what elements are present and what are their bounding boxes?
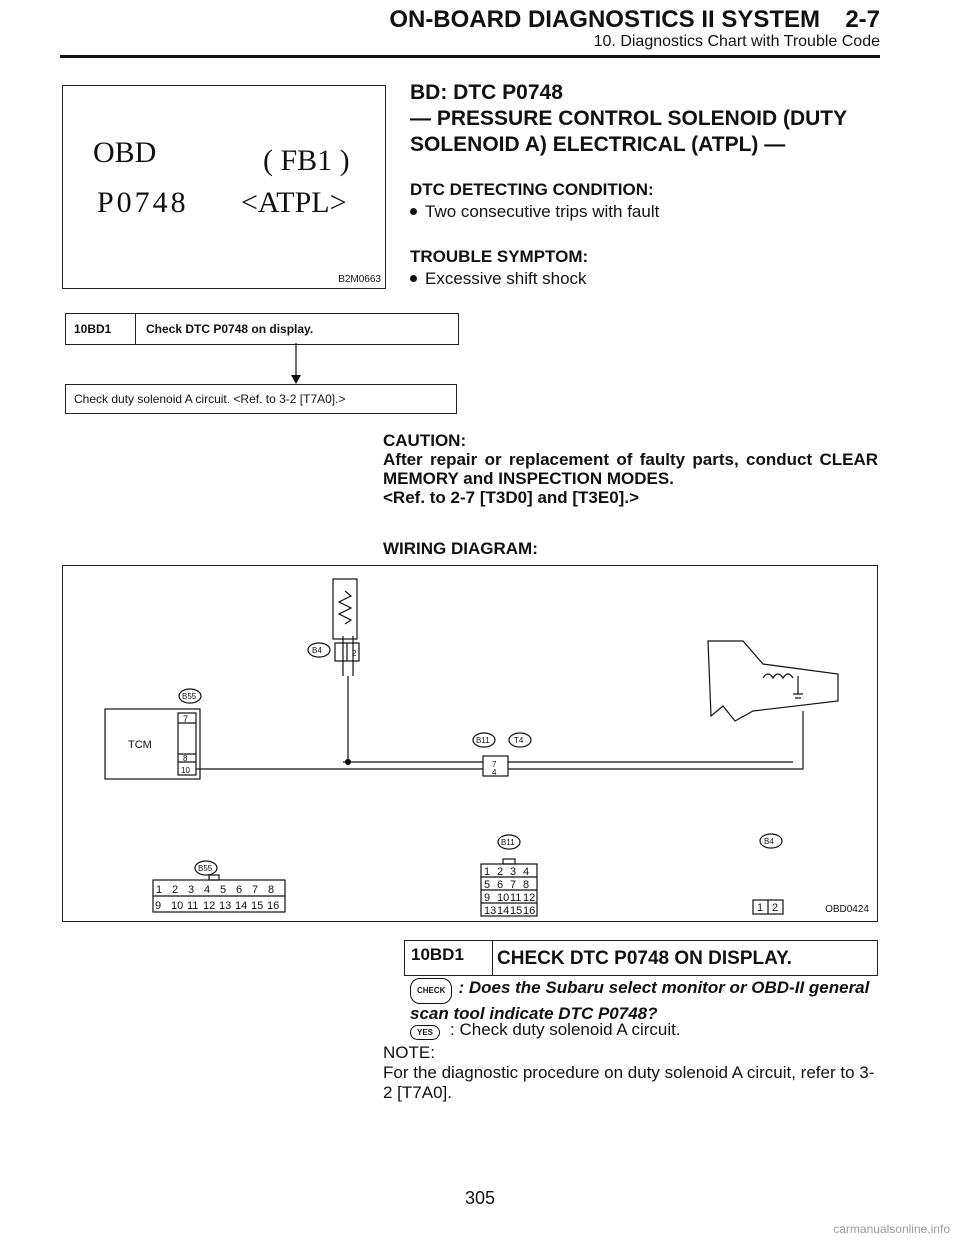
section-title-line2: — PRESSURE CONTROL SOLENOID (DUTY SOLENOID A) ELECTRICAL (ATPL) — [410,107,847,156]
b11-pins [484,866,535,917]
yes-icon: YES [410,1025,440,1040]
symptom-label: TROUBLE SYMPTOM: [410,247,589,266]
wiring-diagram [62,565,878,922]
b4-pins [757,902,778,914]
screen-obd-text: OBD [93,136,157,169]
header-rule [60,55,880,58]
b55-pin: 12 [203,900,216,912]
b11-pin: 14 [497,905,510,917]
b11-pin: 13 [484,905,497,917]
b11-pin7-label: 7 [492,760,497,769]
flow-step-box [65,313,459,345]
pin10-label: 10 [181,766,190,775]
b55-pin: 7 [252,884,259,896]
check-question: CHECK : Does the Subaru select monitor or OBD-II general scan tool indicate DTC P0748? [410,978,870,1023]
b55-pin: 2 [172,884,179,896]
caution-block [383,431,878,507]
check-icon: CHECK [410,978,452,1004]
flow-step-text: Check DTC P0748 on display. [146,322,314,336]
flow-step-code: 10BD1 [66,314,136,344]
b11-pin: 8 [523,879,530,891]
screen-atpl-text: <ATPL> [241,186,347,219]
yes-line: YES : Check duty solenoid A circuit. [410,1020,681,1040]
flow-result-box: Check duty solenoid A circuit. <Ref. to 3-2 [T7A0].> [65,384,457,414]
b55-label: B55 [182,692,197,701]
b55-pin: 13 [219,900,232,912]
detecting-item: Two consecutive trips with fault [410,202,659,222]
screen-fb1-text: ( FB1 ) [263,144,350,177]
b11-pin: 1 [484,866,491,878]
b11-pin: 11 [510,892,522,904]
b55-pins-row2 [155,900,279,912]
b11-pin: 10 [497,892,510,904]
b55-pin: 10 [171,900,184,912]
b11-pin: 3 [510,866,517,878]
bullet-icon [410,275,417,282]
header-section: 2-7 [845,6,880,33]
b11-pin: 7 [510,879,517,891]
check-step-code: 10BD1 [405,941,493,975]
b11-pin: 16 [523,905,536,917]
b11-pin: 15 [510,905,523,917]
check-step-title: CHECK DTC P0748 ON DISPLAY. [497,948,792,969]
caution-ref: <Ref. to 2-7 [T3D0] and [T3E0].> [383,488,639,507]
symptom-item: Excessive shift shock [410,269,587,289]
b11-pin4-label: 4 [492,768,497,777]
b4-pin: 2 [772,902,779,914]
b55-pin: 6 [236,884,243,896]
header-title: ON-BOARD DIAGNOSTICS II SYSTEM [389,6,820,33]
monitor-screen-image [62,85,386,289]
b55-pin: 14 [235,900,248,912]
b55-pin-label: B55 [198,864,213,873]
b55-pin: 8 [268,884,275,896]
b55-pin: 4 [204,884,211,896]
b55-pin: 5 [220,884,227,896]
b4-label: B4 [312,646,322,655]
check-step-box [404,940,878,976]
b11-pin-label: B11 [501,838,515,847]
page-number: 305 [464,1188,496,1208]
b4-pin2-label: 2 [352,649,357,658]
b55-pin: 3 [188,884,195,896]
b55-pin: 15 [251,900,264,912]
b55-pins-row1 [156,884,274,896]
wiring-label: WIRING DIAGRAM: [383,539,538,558]
b11-pin: 12 [523,892,536,904]
flow-arrow-icon [290,343,302,385]
b11-pin: 5 [484,879,491,891]
pin8-label: 8 [183,754,188,763]
b4-pin: 1 [757,902,764,914]
note-text: For the diagnostic procedure on duty solenoid A circuit, refer to 3-2 [T7A0]. [383,1063,875,1102]
detecting-label: DTC DETECTING CONDITION: [410,180,654,199]
section-title [410,80,880,158]
b55-pin: 16 [267,900,280,912]
watermark: carmanualsonline.info [833,1222,950,1236]
header [0,0,960,60]
b55-pin: 1 [156,884,163,896]
b11-label: B11 [476,736,490,745]
b11-pin: 4 [523,866,530,878]
note-label: NOTE: [383,1043,435,1062]
b11-pin: 2 [497,866,504,878]
caution-text: After repair or replacement of faulty parts, conduct CLEAR MEMORY and INSPECTION MODES. [383,450,878,488]
bullet-icon [410,208,417,215]
b11-pin: 6 [497,879,504,891]
tcm-label: TCM [128,739,152,751]
section-title-line1: BD: DTC P0748 [410,81,563,104]
t4-label: T4 [514,736,524,745]
note-block [383,1043,880,1103]
b55-pin: 11 [187,900,199,912]
wiring-caption: OBD0424 [825,904,869,915]
b11-pin: 9 [484,892,491,904]
header-subtitle: 10. Diagnostics Chart with Trouble Code [593,33,880,50]
screen-caption: B2M0663 [338,274,381,285]
b4-pin-label: B4 [764,837,774,846]
caution-label: CAUTION: [383,431,467,450]
pin7-label: 7 [183,714,189,724]
b55-pin: 9 [155,900,162,912]
screen-dtc-text: P0748 [97,186,189,219]
